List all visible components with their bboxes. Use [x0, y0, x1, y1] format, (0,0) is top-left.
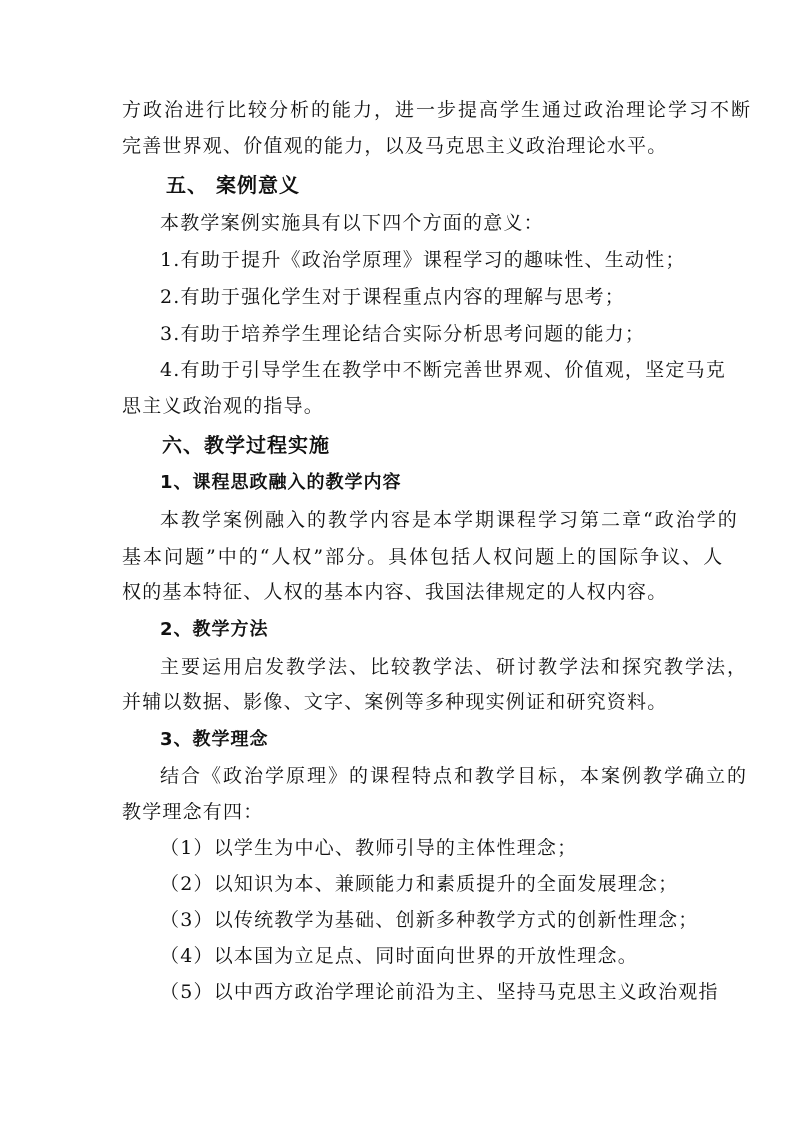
- paragraph-line: 方政治进行比较分析的能力，进一步提高学生通过政治理论学习不断: [122, 99, 753, 121]
- paragraph-line: 教学理念有四：: [122, 801, 264, 823]
- paragraph-line: 结合《政治学原理》的课程特点和教学目标，本案例教学确立的: [160, 765, 749, 787]
- list-item: （5）以中西方政治学理论前沿为主、坚持马克思主义政治观指: [160, 981, 719, 1003]
- list-item: 2.有助于强化学生对于课程重点内容的理解与思考；: [160, 286, 625, 308]
- paragraph-line: 本教学案例融入的教学内容是本学期课程学习第二章“政治学的: [160, 509, 739, 531]
- section-heading-5: 五、 案例意义: [166, 173, 300, 197]
- list-item-continuation: 思主义政治观的指导。: [122, 395, 325, 417]
- list-item: （4）以本国为立足点、同时面向世界的开放性理念。: [160, 945, 638, 967]
- paragraph-line: 主要运用启发教学法、比较教学法、研讨教学法和探究教学法，: [160, 656, 749, 678]
- section-heading-6: 六、教学过程实施: [162, 433, 330, 457]
- list-item: 4.有助于引导学生在教学中不断完善世界观、价值观，坚定马克: [160, 359, 726, 381]
- list-item: 3.有助于培养学生理论结合实际分析思考问题的能力；: [160, 323, 646, 345]
- subsection-heading-3: 3、教学理念: [160, 729, 269, 750]
- paragraph-line: 本教学案例实施具有以下四个方面的意义：: [160, 212, 544, 234]
- paragraph-line: 并辅以数据、影像、文字、案例等多种现实例证和研究资料。: [122, 691, 668, 713]
- list-item: （1）以学生为中心、教师引导的主体性理念；: [160, 837, 578, 859]
- list-item: 1.有助于提升《政治学原理》课程学习的趣味性、生动性；: [160, 249, 686, 271]
- subsection-heading-2: 2、教学方法: [160, 619, 269, 640]
- paragraph-line: 权的基本特征、人权的基本内容、我国法律规定的人权内容。: [122, 581, 668, 603]
- list-item: （2）以知识为本、兼顾能力和素质提升的全面发展理念；: [160, 873, 679, 895]
- paragraph-line: 完善世界观、价值观的能力，以及马克思主义政治理论水平。: [122, 135, 668, 157]
- paragraph-line: 基本问题”中的“人权”部分。具体包括人权问题上的国际争议、人: [122, 546, 725, 568]
- list-item: （3）以传统教学为基础、创新多种教学方式的创新性理念；: [160, 909, 699, 931]
- subsection-heading-1: 1、课程思政融入的教学内容: [160, 472, 402, 493]
